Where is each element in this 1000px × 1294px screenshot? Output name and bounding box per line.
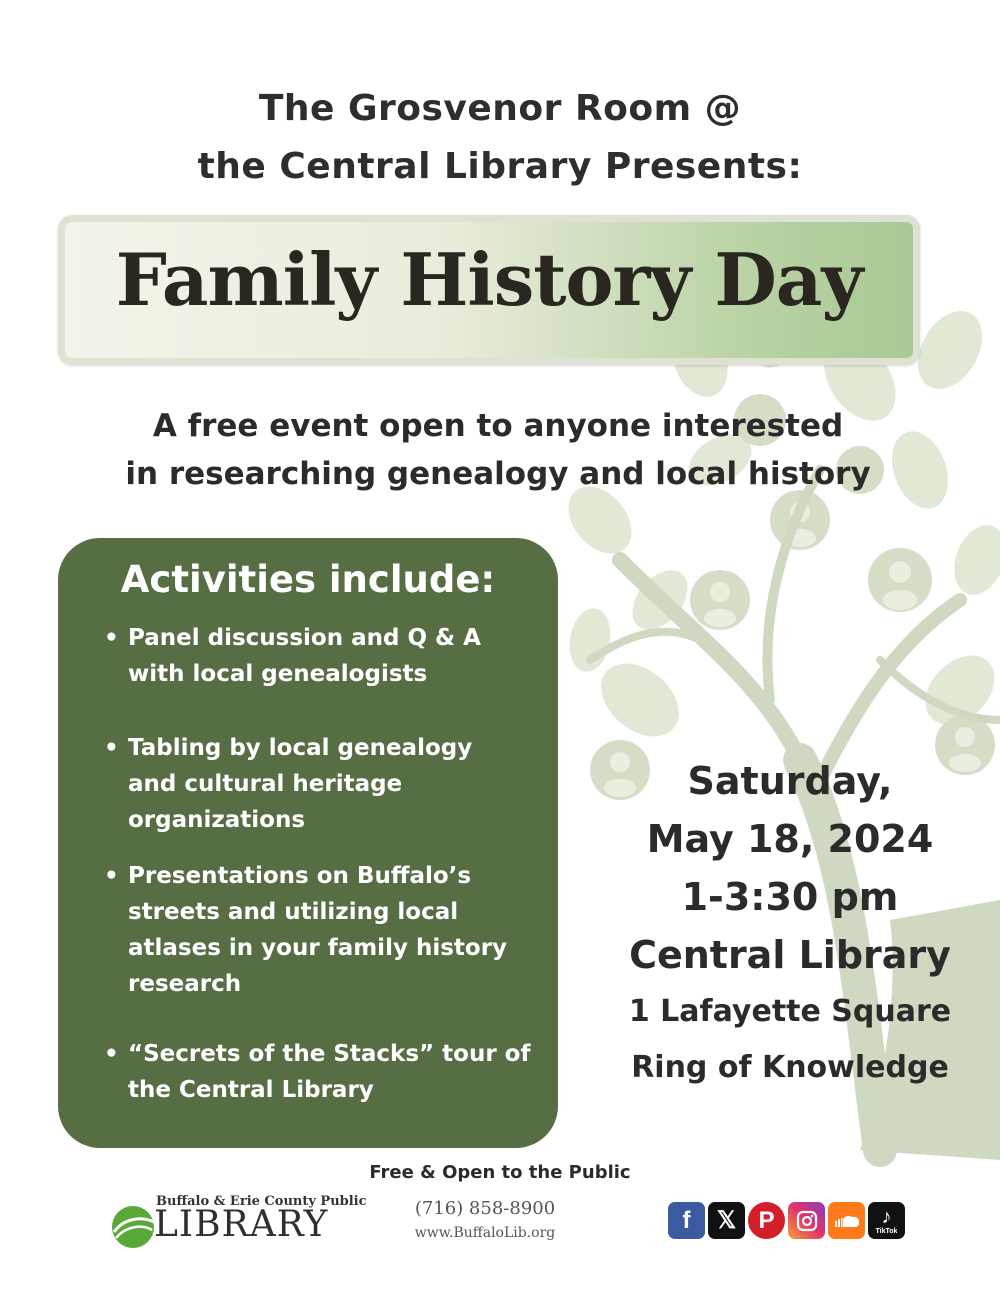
free-open-notice: Free & Open to the Public bbox=[369, 1162, 631, 1183]
contact-info bbox=[410, 1196, 560, 1244]
event-time: 1-3:30 pm bbox=[681, 875, 899, 919]
activity-item bbox=[128, 620, 548, 692]
activity-line: • Panel discussion and Q & A bbox=[128, 625, 481, 651]
social-media-icons bbox=[668, 1202, 905, 1240]
activity-item bbox=[128, 1036, 548, 1108]
tiktok-icon[interactable]: ♪ TikTok bbox=[868, 1202, 905, 1239]
activity-line: • Presentations on Buffalo’s bbox=[128, 863, 472, 889]
soundcloud-icon[interactable] bbox=[828, 1202, 865, 1239]
event-details bbox=[600, 752, 980, 1096]
activity-line: and cultural heritage bbox=[128, 771, 403, 797]
library-name-main: LIBRARY bbox=[154, 1204, 329, 1245]
presenter-line-1: The Grosvenor Room @ bbox=[258, 88, 742, 129]
activity-line: • “Secrets of the Stacks” tour of bbox=[128, 1041, 531, 1067]
presenter-line-2: the Central Library Presents: bbox=[197, 146, 803, 187]
activities-panel bbox=[58, 538, 558, 1148]
event-date: May 18, 2024 bbox=[646, 817, 934, 861]
activity-line: the Central Library bbox=[128, 1077, 374, 1103]
presenter-heading bbox=[0, 80, 1000, 196]
instagram-icon[interactable] bbox=[788, 1202, 825, 1239]
x-icon[interactable]: 𝕏 bbox=[708, 1202, 745, 1239]
event-day: Saturday, bbox=[687, 759, 893, 803]
subtitle-line-2: in researching genealogy and local history bbox=[125, 456, 871, 492]
activity-line: research bbox=[128, 971, 242, 997]
facebook-icon[interactable]: f bbox=[668, 1202, 705, 1239]
activity-line: streets and utilizing local bbox=[128, 899, 459, 925]
footer bbox=[58, 1190, 932, 1266]
activities-heading: Activities include: bbox=[120, 558, 496, 601]
library-leaf-icon bbox=[110, 1204, 156, 1250]
activity-line: atlases in your family history bbox=[128, 935, 508, 961]
event-room: Ring of Knowledge bbox=[631, 1050, 949, 1085]
library-logo[interactable] bbox=[110, 1194, 367, 1260]
event-address: 1 Lafayette Square bbox=[628, 994, 952, 1029]
activity-line: organizations bbox=[128, 807, 306, 833]
subtitle-line-1: A free event open to anyone interested bbox=[152, 408, 844, 444]
activities-list bbox=[58, 538, 558, 1148]
library-name-top: Buffalo & Erie County Public bbox=[156, 1194, 367, 1209]
event-venue: Central Library bbox=[629, 933, 951, 977]
title-banner bbox=[58, 215, 920, 365]
activity-item bbox=[128, 858, 548, 1002]
phone-number[interactable]: (716) 858-8900 bbox=[414, 1198, 556, 1219]
event-subtitle bbox=[0, 402, 996, 498]
activity-line: • Tabling by local genealogy bbox=[128, 735, 473, 761]
activity-line: with local genealogists bbox=[128, 661, 428, 687]
event-title: Family History Day bbox=[115, 237, 863, 322]
tiktok-label: TikTok bbox=[875, 1227, 898, 1235]
activity-item bbox=[128, 730, 548, 838]
pinterest-icon[interactable]: P bbox=[748, 1202, 785, 1239]
website-link[interactable]: www.BuffaloLib.org bbox=[414, 1225, 556, 1241]
